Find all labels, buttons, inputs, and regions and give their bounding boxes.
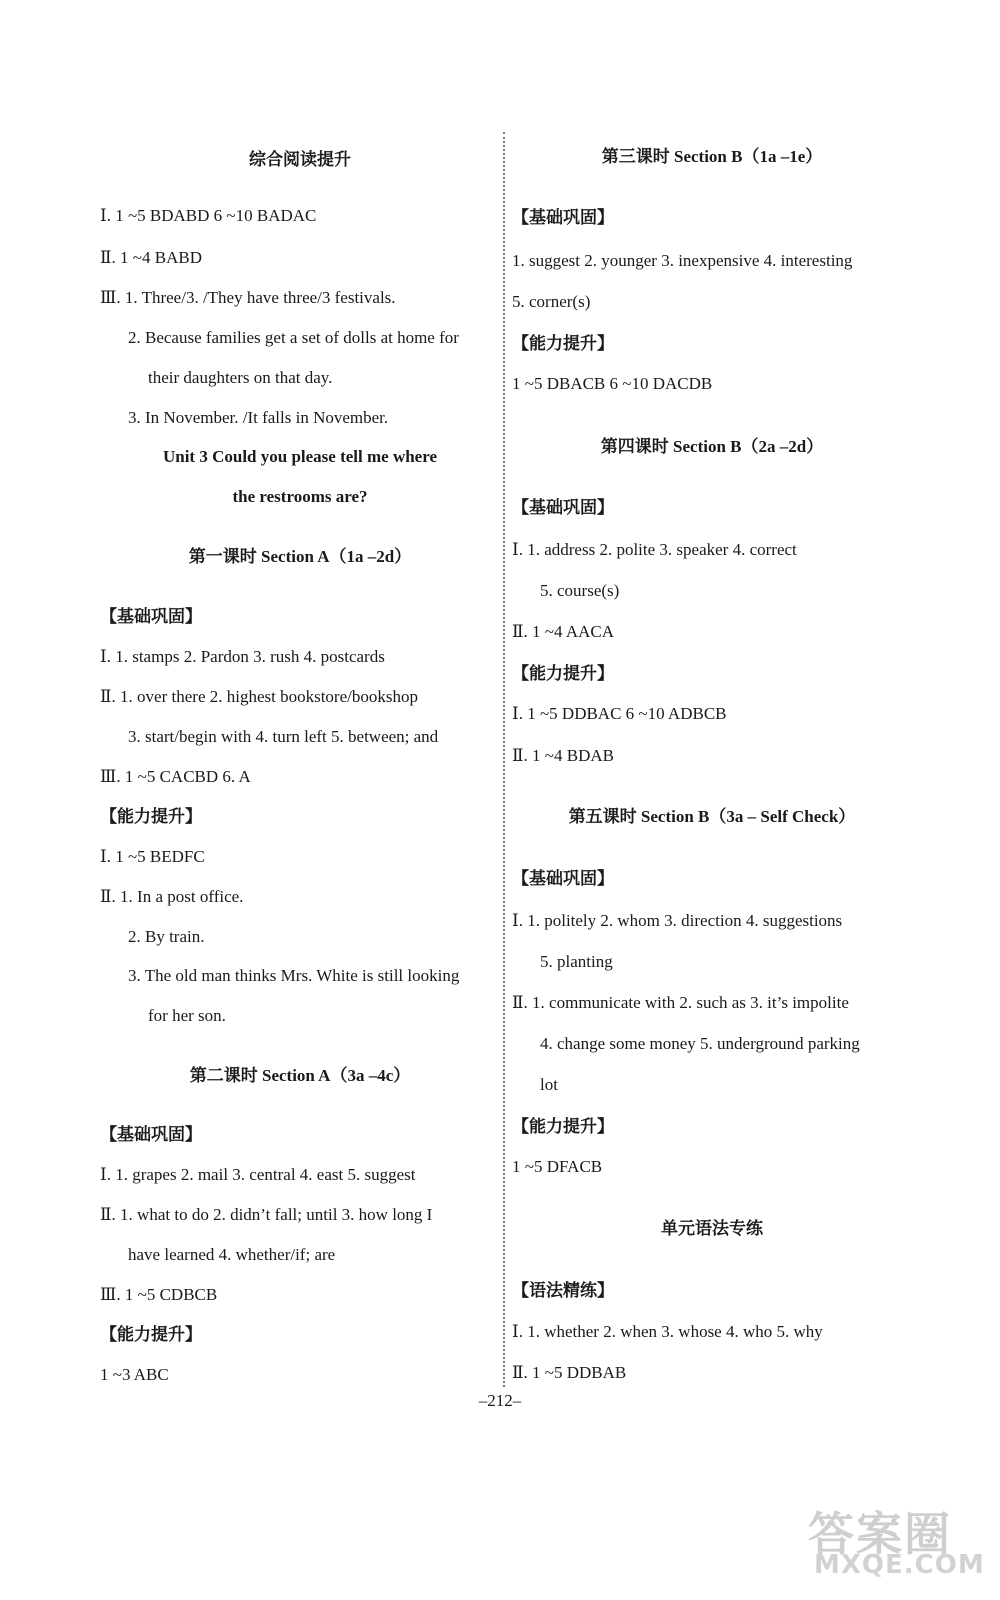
text-line: Ⅱ. 1 ~4 BABD bbox=[100, 248, 202, 267]
text-line: 1 ~3 ABC bbox=[100, 1365, 169, 1384]
text-line: 4. change some money 5. underground parking bbox=[540, 1034, 860, 1053]
subsection-label: 【基础巩固】 bbox=[512, 869, 614, 888]
watermark-url: MXQE.COM bbox=[814, 1550, 985, 1580]
text-line: Ⅰ. 1 ~5 BEDFC bbox=[100, 847, 205, 866]
text-line: Ⅰ. 1. grapes 2. mail 3. central 4. east 5. suggest bbox=[100, 1165, 416, 1184]
text-line: 5. course(s) bbox=[540, 581, 620, 600]
section-heading: 第一课时 Section A（1a –2d） bbox=[188, 547, 412, 566]
text-line: Ⅱ. 1 ~4 AACA bbox=[512, 622, 614, 641]
subsection-label: 【能力提升】 bbox=[100, 807, 202, 826]
subsection-label: 【能力提升】 bbox=[100, 1325, 202, 1344]
text-line: 1 ~5 DBACB 6 ~10 DACDB bbox=[512, 374, 713, 393]
watermark-chars: 答案圈 bbox=[808, 1507, 952, 1561]
subsection-label: 【能力提升】 bbox=[512, 664, 614, 683]
text-line: Ⅲ. 1. Three/3. /They have three/3 festivals. bbox=[100, 288, 396, 307]
column-divider bbox=[503, 132, 505, 1387]
text-line: Ⅱ. 1 ~5 DDBAB bbox=[512, 1363, 627, 1382]
text-line: 3. The old man thinks Mrs. White is still looking bbox=[128, 966, 460, 985]
subsection-label: 【能力提升】 bbox=[512, 334, 614, 353]
subsection-label: 【能力提升】 bbox=[512, 1117, 614, 1136]
subsection-label: 【基础巩固】 bbox=[512, 498, 614, 517]
section-heading: 第三课时 Section B（1a –1e） bbox=[601, 147, 823, 166]
subsection-label: 【基础巩固】 bbox=[100, 607, 202, 626]
section-heading: the restrooms are? bbox=[232, 487, 368, 506]
subsection-label: 【基础巩固】 bbox=[512, 208, 614, 227]
text-line: 3. start/begin with 4. turn left 5. between; and bbox=[128, 727, 439, 746]
text-line: Ⅰ. 1 ~5 DDBAC 6 ~10 ADBCB bbox=[512, 704, 727, 723]
text-line: 2. By train. bbox=[128, 927, 205, 946]
section-heading: Unit 3 Could you please tell me where bbox=[162, 447, 438, 466]
text-line: Ⅱ. 1 ~4 BDAB bbox=[512, 746, 614, 765]
watermark-logo bbox=[808, 1498, 985, 1588]
text-line: Ⅱ. 1. communicate with 2. such as 3. it’s impolite bbox=[512, 993, 849, 1012]
text-line: 3. In November. /It falls in November. bbox=[128, 408, 389, 427]
section-heading: 第四课时 Section B（2a –2d） bbox=[600, 437, 824, 456]
text-line: 1 ~5 DFACB bbox=[512, 1157, 603, 1176]
section-heading: 第二课时 Section A（3a –4c） bbox=[189, 1066, 411, 1085]
text-line: Ⅲ. 1 ~5 CACBD 6. A bbox=[100, 767, 251, 786]
section-heading: 单元语法专练 bbox=[661, 1219, 763, 1238]
text-line: Ⅰ. 1. politely 2. whom 3. direction 4. suggestions bbox=[512, 911, 843, 930]
text-line: 1. suggest 2. younger 3. inexpensive 4. interesting bbox=[512, 251, 853, 270]
text-line: for her son. bbox=[148, 1006, 226, 1025]
text-line: lot bbox=[540, 1075, 558, 1094]
section-heading: 综合阅读提升 bbox=[249, 150, 351, 169]
text-line: have learned 4. whether/if; are bbox=[128, 1245, 336, 1264]
text-line: Ⅲ. 1 ~5 CDBCB bbox=[100, 1285, 218, 1304]
text-line: their daughters on that day. bbox=[148, 368, 333, 387]
text-line: 2. Because families get a set of dolls at home for bbox=[128, 328, 459, 347]
subsection-label: 【基础巩固】 bbox=[100, 1125, 202, 1144]
text-line: Ⅰ. 1 ~5 BDABD 6 ~10 BADAC bbox=[100, 206, 317, 225]
text-line: 5. corner(s) bbox=[512, 292, 591, 311]
page-number: –212– bbox=[478, 1391, 522, 1410]
subsection-label: 【语法精练】 bbox=[512, 1281, 614, 1300]
text-line: 5. planting bbox=[540, 952, 613, 971]
text-line: Ⅱ. 1. over there 2. highest bookstore/bookshop bbox=[100, 687, 418, 706]
text-line: Ⅱ. 1. what to do 2. didn’t fall; until 3. how long I bbox=[100, 1205, 433, 1224]
text-line: Ⅰ. 1. stamps 2. Pardon 3. rush 4. postcards bbox=[100, 647, 385, 666]
text-line: Ⅰ. 1. address 2. polite 3. speaker 4. correct bbox=[512, 540, 797, 559]
section-heading: 第五课时 Section B（3a – Self Check） bbox=[568, 807, 856, 826]
text-line: Ⅰ. 1. whether 2. when 3. whose 4. who 5. why bbox=[512, 1322, 823, 1341]
text-line: Ⅱ. 1. In a post office. bbox=[100, 887, 244, 906]
